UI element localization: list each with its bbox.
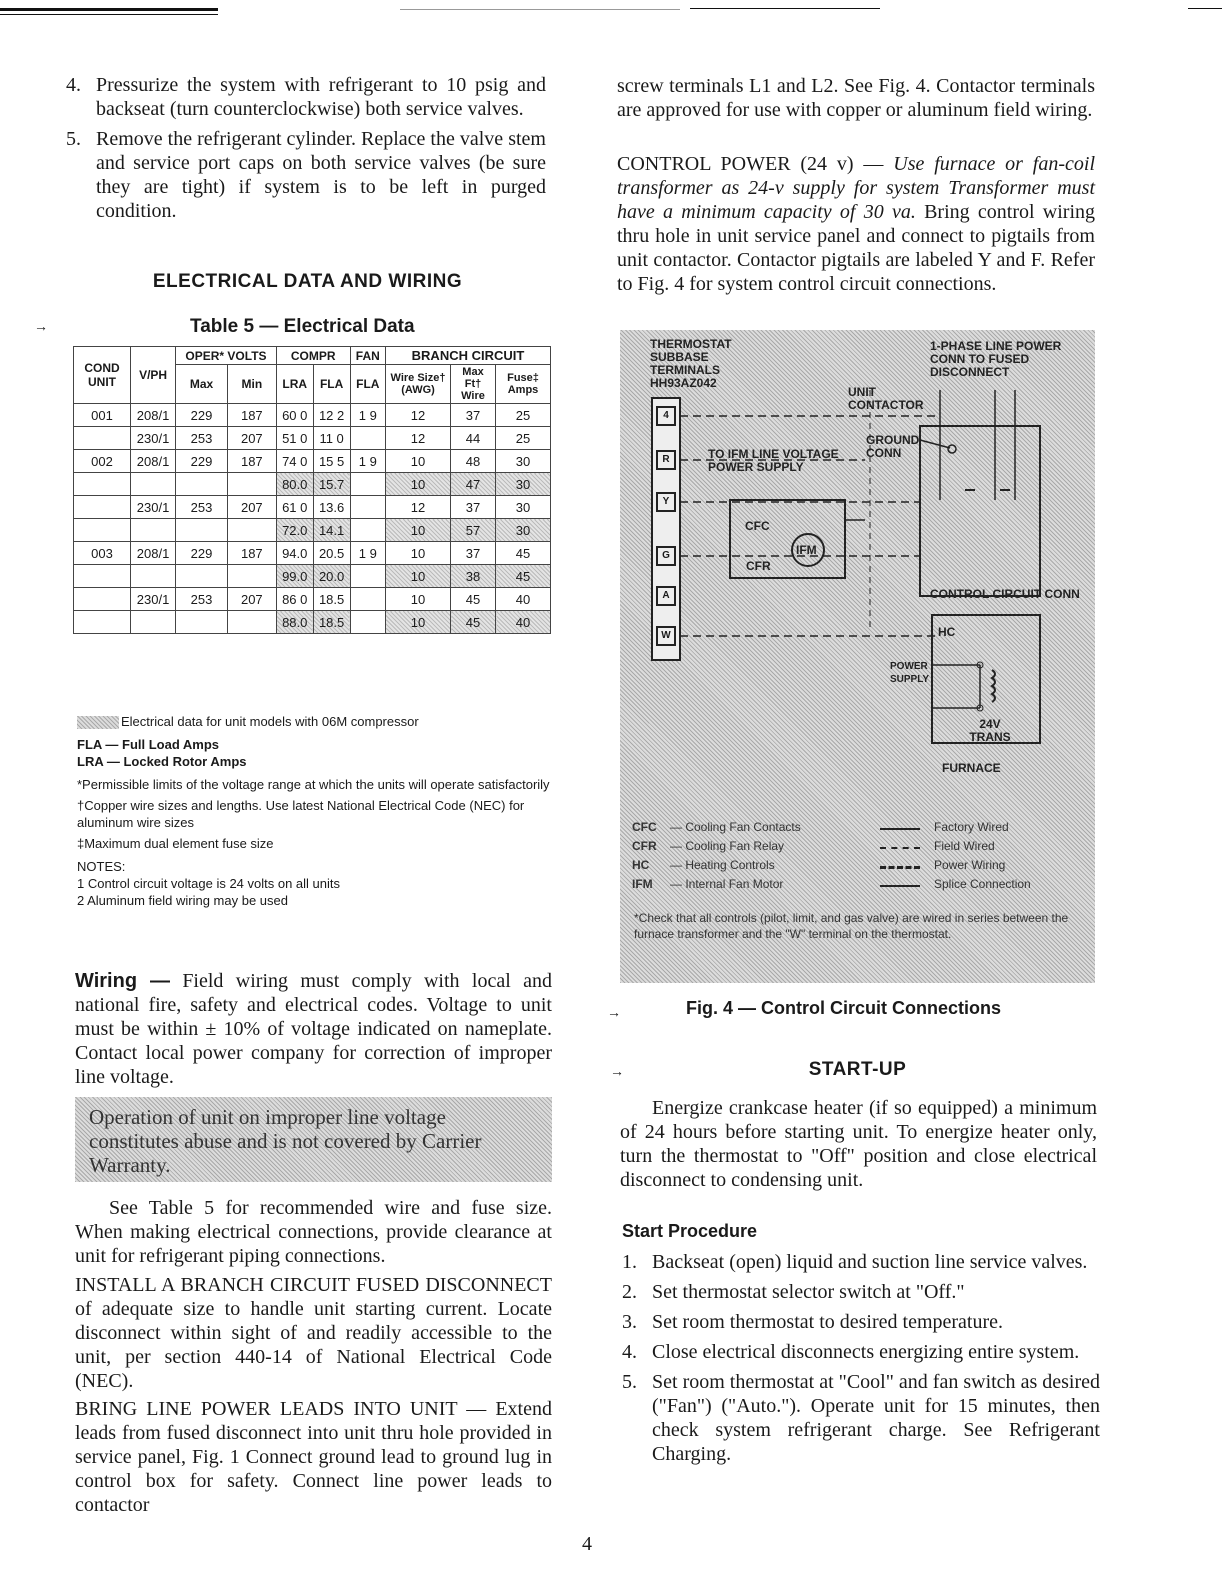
legend-text: — Internal Fan Motor bbox=[670, 877, 784, 891]
list-item bbox=[622, 1370, 1100, 1466]
table-cell-unit bbox=[74, 473, 131, 496]
col-cond-unit: COND UNIT bbox=[74, 347, 131, 404]
startup-paragraph: Energize crankcase heater (if so equipped) a minimum of 24 hours before starting unit. To energize heater only, turn the thermostat to "Off" position and close electrical disconnect to condensing unit. bbox=[620, 1097, 1097, 1191]
table-cell-unit bbox=[74, 565, 131, 588]
wiring-paragraph bbox=[75, 969, 552, 1089]
step-number: 5. bbox=[622, 1371, 637, 1393]
legend-text: — Heating Controls bbox=[670, 858, 775, 872]
table-row bbox=[74, 450, 551, 473]
note-dagger: †Copper wire sizes and lengths. Use latest National Electrical Code (NEC) for aluminum wire sizes bbox=[77, 798, 525, 830]
table-cell-ft: 45 bbox=[451, 588, 496, 611]
table-cell-wire: 12 bbox=[386, 404, 451, 427]
table-cell-min bbox=[227, 611, 276, 634]
table-cell-fan bbox=[350, 588, 385, 611]
table-cell-vph bbox=[131, 519, 176, 542]
arrow-mark: → bbox=[34, 318, 48, 334]
legend-abbr: HC bbox=[632, 858, 650, 872]
warning-box bbox=[75, 1097, 552, 1182]
line-factory bbox=[880, 820, 920, 830]
table-cell-min: 207 bbox=[227, 427, 276, 450]
line-field bbox=[880, 839, 920, 849]
table-cell-unit: 003 bbox=[74, 542, 131, 565]
fig4-caption: Fig. 4 — Control Circuit Connections bbox=[686, 998, 1001, 1018]
table-cell-lra: 60 0 bbox=[276, 404, 313, 427]
terminal-4: 4 bbox=[656, 406, 676, 426]
table-cell-lra: 72.0 bbox=[276, 519, 313, 542]
hc-label: HC bbox=[938, 625, 956, 639]
table-cell-fuse: 25 bbox=[496, 427, 551, 450]
note-1: 1 Control circuit voltage is 24 volts on all units bbox=[77, 876, 341, 891]
wiring-para2: See Table 5 for recommended wire and fuse size. When making electrical connections, provide clearance at unit for refrigerant piping connections. bbox=[75, 1197, 552, 1267]
wiring-text: Field wiring must comply with local and national fire, safety and electrical codes. Voltage to unit must be within ± 10% of voltage indicated on nameplate. Contact local power company for correction of improper line voltage. bbox=[75, 970, 552, 1088]
legend-line: Factory Wired bbox=[934, 820, 1009, 834]
table-cell-lra: 99.0 bbox=[276, 565, 313, 588]
table-cell-ft: 57 bbox=[451, 519, 496, 542]
table-cell-fan bbox=[350, 427, 385, 450]
table-cell-vph: 230/1 bbox=[131, 588, 176, 611]
list-item bbox=[622, 1250, 1100, 1274]
table-cell-fan: 1 9 bbox=[350, 404, 385, 427]
table-cell-fla: 11 0 bbox=[313, 427, 350, 450]
table-cell-fla: 13.6 bbox=[313, 496, 350, 519]
control-lead: CONTROL POWER (24 v) — bbox=[617, 153, 884, 175]
list-item bbox=[66, 127, 546, 223]
table-cell-fuse: 30 bbox=[496, 450, 551, 473]
table-cell-min: 187 bbox=[227, 542, 276, 565]
table-cell-vph bbox=[131, 565, 176, 588]
table-cell-ft: 37 bbox=[451, 542, 496, 565]
table-cell-wire: 10 bbox=[386, 565, 451, 588]
left-steps bbox=[66, 73, 546, 229]
table-cell-vph bbox=[131, 611, 176, 634]
table-cell-fla: 20.5 bbox=[313, 542, 350, 565]
note-ddagger: ‡Maximum dual element fuse size bbox=[77, 836, 274, 851]
table-cell-lra: 88.0 bbox=[276, 611, 313, 634]
table-cell-wire: 10 bbox=[386, 542, 451, 565]
table-cell-vph: 230/1 bbox=[131, 496, 176, 519]
step-text: Backseat (open) liquid and suction line service valves. bbox=[652, 1251, 1088, 1273]
legend-line: Power Wiring bbox=[934, 858, 1006, 872]
table-cell-max bbox=[176, 519, 228, 542]
diagram-footnote: *Check that all controls (pilot, limit, and gas valve) are wired in series between the furnace transformer and the "W" terminal on the thermostat. bbox=[634, 911, 1069, 941]
table-cell-fan bbox=[350, 473, 385, 496]
note-2: 2 Aluminum field wiring may be used bbox=[77, 893, 288, 908]
table-cell-min: 207 bbox=[227, 588, 276, 611]
table-cell-min: 187 bbox=[227, 404, 276, 427]
terminal-y: Y bbox=[656, 492, 676, 512]
table-cell-min bbox=[227, 473, 276, 496]
table-cell-unit: 001 bbox=[74, 404, 131, 427]
table-cell-fla: 18.5 bbox=[313, 588, 350, 611]
step-text: Remove the refrigerant cylinder. Replace the valve stem and service port caps on both service valves (be sure they are tight) if system is to be left in purged condition. bbox=[96, 128, 546, 222]
table-cell-max: 229 bbox=[176, 404, 228, 427]
table-title: Table 5 — Electrical Data bbox=[190, 316, 415, 337]
step-number: 3. bbox=[622, 1311, 637, 1333]
table-cell-fuse: 30 bbox=[496, 473, 551, 496]
table-cell-max: 253 bbox=[176, 588, 228, 611]
start-steps bbox=[622, 1250, 1100, 1472]
col-compr: COMPR bbox=[276, 347, 350, 365]
table-cell-max: 253 bbox=[176, 427, 228, 450]
table-cell-fuse: 30 bbox=[496, 496, 551, 519]
section-heading-electrical: ELECTRICAL DATA AND WIRING bbox=[152, 271, 463, 292]
step-text: Pressurize the system with refrigerant to 10 psig and backseat (turn counterclockwise) both service valves. bbox=[96, 74, 546, 120]
step-number: 4. bbox=[66, 74, 81, 96]
furnace-label: FURNACE bbox=[942, 761, 1001, 775]
table-cell-lra: 74 0 bbox=[276, 450, 313, 473]
table-cell-fuse: 30 bbox=[496, 519, 551, 542]
startup-arrow: → bbox=[610, 1063, 624, 1079]
legend-abbr: CFR bbox=[632, 839, 657, 853]
shaded-note bbox=[77, 713, 552, 730]
diagram-legend bbox=[632, 820, 1092, 896]
col-max: Max bbox=[176, 365, 228, 404]
table-cell-ft: 48 bbox=[451, 450, 496, 473]
table-cell-unit bbox=[74, 588, 131, 611]
table-cell-wire: 12 bbox=[386, 496, 451, 519]
table-cell-fuse: 45 bbox=[496, 542, 551, 565]
line-power-label: 1-PHASE LINE POWER CONN TO FUSED DISCONNECT bbox=[930, 339, 1062, 379]
table-cell-unit bbox=[74, 519, 131, 542]
table-cell-min: 187 bbox=[227, 450, 276, 473]
wiring-para3: INSTALL A BRANCH CIRCUIT FUSED DISCONNECT of adequate size to handle unit starting current. Locate disconnect within sight of and readily accessible to the unit, per section 440-14 of National Electrical Code (NEC). bbox=[75, 1274, 552, 1392]
col-vph: V/PH bbox=[131, 347, 176, 404]
col-fan: FAN bbox=[350, 347, 385, 365]
table-cell-unit bbox=[74, 427, 131, 450]
table-cell-fan: 1 9 bbox=[350, 450, 385, 473]
table-cell-vph: 208/1 bbox=[131, 404, 176, 427]
col-branch-circuit: BRANCH CIRCUIT bbox=[386, 347, 551, 365]
table-cell-max: 229 bbox=[176, 450, 228, 473]
table-cell-fan: 1 9 bbox=[350, 542, 385, 565]
table-cell-unit bbox=[74, 496, 131, 519]
col-min: Min bbox=[227, 365, 276, 404]
step-number: 4. bbox=[622, 1341, 637, 1363]
control-power-paragraph bbox=[617, 152, 1095, 296]
col-wire-size: Wire Size† (AWG) bbox=[386, 365, 451, 404]
table-cell-fan bbox=[350, 519, 385, 542]
table-cell-ft: 44 bbox=[451, 427, 496, 450]
col-fla: FLA bbox=[313, 365, 350, 404]
header-rule-thick bbox=[0, 8, 218, 11]
table-cell-fuse: 45 bbox=[496, 565, 551, 588]
wiring-para4: BRING LINE POWER LEADS INTO UNIT — Extend leads from fused disconnect into unit thru hole provided in service panel, Fig. 1 Connect ground lead to ground lug in control box for safety. Connect line power leads to contactor bbox=[75, 1398, 552, 1516]
table-cell-max: 229 bbox=[176, 542, 228, 565]
table-cell-min: 207 bbox=[227, 496, 276, 519]
terminal-g: G bbox=[656, 546, 676, 566]
ifm-line-label: TO IFM LINE VOLTAGE POWER SUPPLY bbox=[708, 447, 839, 474]
cfc-label: CFC bbox=[745, 519, 770, 533]
table-cell-min bbox=[227, 519, 276, 542]
ground-label: GROUND CONN bbox=[866, 433, 920, 460]
legend-row bbox=[632, 858, 1092, 877]
table-cell-wire: 10 bbox=[386, 588, 451, 611]
note-lra: LRA — Locked Rotor Amps bbox=[77, 754, 247, 769]
table-cell-max bbox=[176, 611, 228, 634]
table-cell-max bbox=[176, 565, 228, 588]
legend-abbr: IFM bbox=[632, 877, 653, 891]
table-cell-min bbox=[227, 565, 276, 588]
header-rule-thin bbox=[0, 14, 218, 15]
warning-text: Operation of unit on improper line voltage constitutes abuse and is not covered by Carrier Warranty. bbox=[89, 1105, 482, 1177]
table-cell-fla: 18.5 bbox=[313, 611, 350, 634]
legend-row bbox=[632, 839, 1092, 858]
trans-label: 24V TRANS bbox=[969, 717, 1011, 744]
table-cell-ft: 38 bbox=[451, 565, 496, 588]
cfr-label: CFR bbox=[746, 559, 771, 573]
table-cell-ft: 47 bbox=[451, 473, 496, 496]
table-body bbox=[74, 404, 551, 634]
terminal-w: W bbox=[656, 626, 676, 646]
table-cell-max bbox=[176, 473, 228, 496]
table-cell-fan bbox=[350, 565, 385, 588]
shade-swatch bbox=[77, 716, 119, 729]
header-rule-right bbox=[690, 8, 880, 9]
step-text: Set room thermostat at "Cool" and fan switch as desired ("Fan") ("Auto."). Operate unit for 15 minutes, then check system refrigerant charge. See Refrigerant Charging. bbox=[652, 1371, 1100, 1465]
table-cell-lra: 51 0 bbox=[276, 427, 313, 450]
col-fuse-amps: Fuse‡ Amps bbox=[496, 365, 551, 404]
table-cell-fuse: 40 bbox=[496, 588, 551, 611]
table-row bbox=[74, 611, 551, 634]
note-fla: FLA — Full Load Amps bbox=[77, 737, 220, 752]
table-cell-unit: 002 bbox=[74, 450, 131, 473]
right-para1: screw terminals L1 and L2. See Fig. 4. Contactor terminals are approved for use with copper or aluminum field wiring. bbox=[617, 75, 1095, 121]
table-cell-lra: 94.0 bbox=[276, 542, 313, 565]
table-cell-ft: 45 bbox=[451, 611, 496, 634]
table-cell-fla: 14.1 bbox=[313, 519, 350, 542]
notes-label: NOTES: bbox=[77, 859, 126, 874]
legend-line: Field Wired bbox=[934, 839, 995, 853]
control-rest: Bring control wiring thru hole in unit service panel and connect to pigtails from unit contactor. Contactor pigtails are labeled Y and F. Refer to Fig. 4 for system control circuit connections. bbox=[617, 201, 1096, 295]
header-rule-mid bbox=[400, 9, 680, 10]
step-text: Set thermostat selector switch at "Off." bbox=[652, 1281, 965, 1303]
terminal-a: A bbox=[656, 586, 676, 606]
table-row bbox=[74, 565, 551, 588]
control-conn-label: CONTROL CIRCUIT CONN bbox=[930, 587, 1080, 601]
table-cell-fuse: 25 bbox=[496, 404, 551, 427]
table-cell-wire: 10 bbox=[386, 473, 451, 496]
table-row bbox=[74, 427, 551, 450]
table-notes bbox=[77, 713, 552, 909]
electrical-data-table bbox=[73, 346, 551, 634]
table-cell-lra: 80.0 bbox=[276, 473, 313, 496]
table-cell-unit bbox=[74, 611, 131, 634]
list-item bbox=[66, 73, 546, 121]
table-cell-ft: 37 bbox=[451, 404, 496, 427]
shaded-note-text: Electrical data for unit models with 06M compressor bbox=[121, 714, 419, 729]
table-cell-fan bbox=[350, 611, 385, 634]
start-procedure-heading: Start Procedure bbox=[622, 1221, 758, 1241]
table-cell-vph: 208/1 bbox=[131, 542, 176, 565]
table-cell-wire: 10 bbox=[386, 611, 451, 634]
step-number: 1. bbox=[622, 1251, 637, 1273]
step-number: 2. bbox=[622, 1281, 637, 1303]
step-text: Close electrical disconnects energizing entire system. bbox=[652, 1341, 1080, 1363]
table-cell-fuse: 40 bbox=[496, 611, 551, 634]
table-cell-fla: 15 5 bbox=[313, 450, 350, 473]
table-cell-lra: 61 0 bbox=[276, 496, 313, 519]
legend-line: Splice Connection bbox=[934, 877, 1031, 891]
unit-contactor-label: UNIT CONTACTOR bbox=[848, 385, 924, 412]
table-row bbox=[74, 473, 551, 496]
table-cell-fan bbox=[350, 496, 385, 519]
wiring-lead: Wiring — bbox=[75, 970, 170, 992]
legend-text: — Cooling Fan Contacts bbox=[670, 820, 801, 834]
page-number: 4 bbox=[582, 1533, 592, 1555]
col-fan-fla: FLA bbox=[350, 365, 385, 404]
table-cell-lra: 86 0 bbox=[276, 588, 313, 611]
table-row bbox=[74, 588, 551, 611]
thermostat-label: THERMOSTAT SUBBASE TERMINALS HH93AZ042 bbox=[650, 337, 732, 390]
table-cell-fla: 20.0 bbox=[313, 565, 350, 588]
header-rule-far bbox=[1188, 8, 1222, 9]
table-cell-vph: 208/1 bbox=[131, 450, 176, 473]
list-item bbox=[622, 1280, 1100, 1304]
table-row bbox=[74, 542, 551, 565]
col-lra: LRA bbox=[276, 365, 313, 404]
table-cell-wire: 12 bbox=[386, 427, 451, 450]
ifm-label: IFM bbox=[796, 543, 817, 557]
col-max-ft-wire: Max Ft† Wire bbox=[451, 365, 496, 404]
legend-abbr: CFC bbox=[632, 820, 657, 834]
col-oper-volts: OPER* VOLTS bbox=[176, 347, 277, 365]
table-cell-vph: 230/1 bbox=[131, 427, 176, 450]
table-cell-vph bbox=[131, 473, 176, 496]
table-cell-fla: 15.7 bbox=[313, 473, 350, 496]
list-item bbox=[622, 1340, 1100, 1364]
startup-heading: START-UP bbox=[808, 1059, 907, 1080]
control-circuit-diagram bbox=[620, 330, 1095, 983]
step-text: Set room thermostat to desired temperature. bbox=[652, 1311, 1004, 1333]
table-row bbox=[74, 519, 551, 542]
control-italic: Use furnace or fan-coil transformer as 24-v supply for system Transformer must have a minimum capacity of 30 va. bbox=[617, 153, 1096, 223]
table-cell-fla: 12 2 bbox=[313, 404, 350, 427]
table-row bbox=[74, 496, 551, 519]
terminal-r: R bbox=[656, 450, 676, 470]
power-supply-label: POWER SUPPLY bbox=[890, 661, 930, 685]
step-number: 5. bbox=[66, 128, 81, 150]
line-power bbox=[880, 858, 920, 869]
table-cell-wire: 10 bbox=[386, 519, 451, 542]
legend-row bbox=[632, 820, 1092, 839]
note-star: *Permissible limits of the voltage range at which the units will operate satisfactorily bbox=[77, 777, 550, 792]
line-splice bbox=[880, 877, 920, 887]
table-cell-ft: 37 bbox=[451, 496, 496, 519]
table-cell-max: 253 bbox=[176, 496, 228, 519]
table-cell-wire: 10 bbox=[386, 450, 451, 473]
legend-text: — Cooling Fan Relay bbox=[670, 839, 785, 853]
fig4-arrow: → bbox=[607, 1004, 621, 1020]
list-item bbox=[622, 1310, 1100, 1334]
legend-row bbox=[632, 877, 1092, 896]
table-row bbox=[74, 404, 551, 427]
